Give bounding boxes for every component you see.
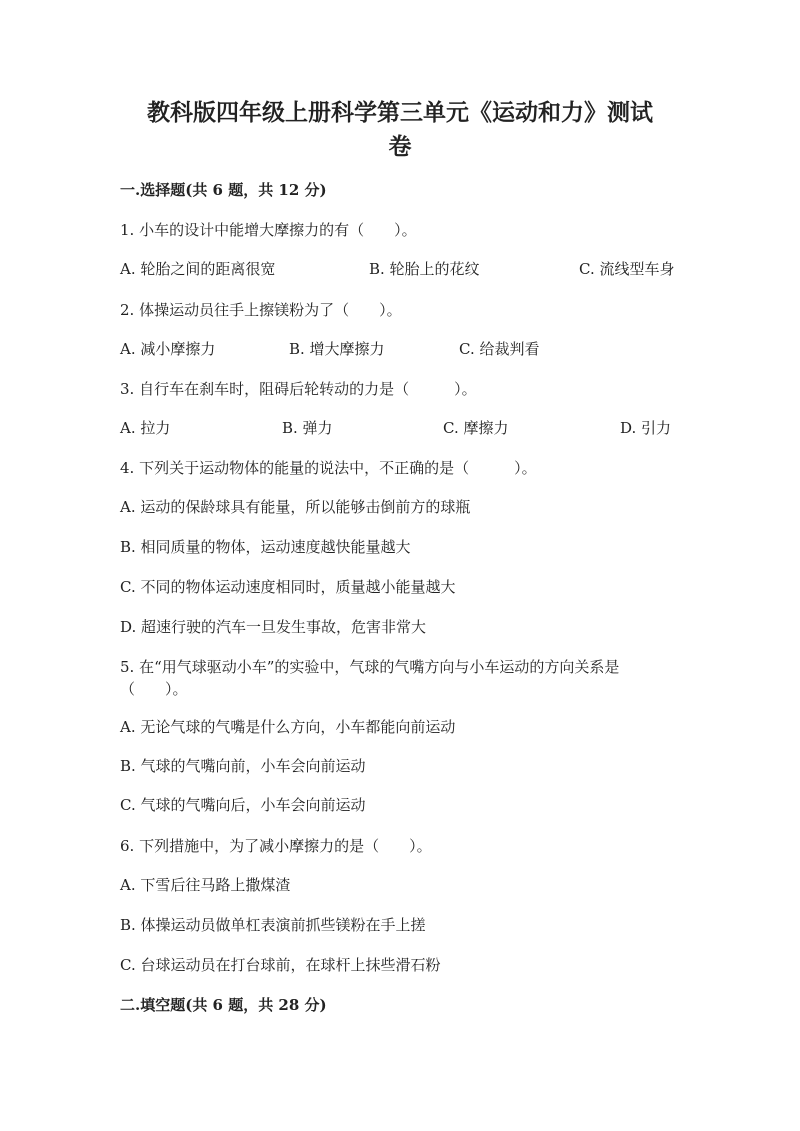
title-line-2: 卷 bbox=[388, 133, 412, 160]
question-6-option-a: A. 下雪后往马路上撒煤渣 bbox=[120, 876, 291, 894]
question-3-option-b: B. 弹力 bbox=[282, 419, 333, 437]
question-3-option-d: D. 引力 bbox=[620, 419, 672, 437]
question-4-option-a: A. 运动的保龄球具有能量，所以能够击倒前方的球瓶 bbox=[120, 498, 471, 516]
question-5-line-1: 5. 在“用气球驱动小车”的实验中，气球的气嘴方向与小车运动的方向关系是 bbox=[120, 658, 620, 676]
question-4-option-d: D. 超速行驶的汽车一旦发生事故，危害非常大 bbox=[120, 618, 427, 636]
title-line-1: 教科版四年级上册科学第三单元《运动和力》测试 bbox=[147, 99, 653, 126]
question-3-option-c: C. 摩擦力 bbox=[443, 419, 509, 437]
question-3-option-a: A. 拉力 bbox=[120, 419, 171, 437]
question-1-option-b: B. 轮胎上的花纹 bbox=[369, 260, 480, 278]
question-1: 1. 小车的设计中能增大摩擦力的有（ ）。 bbox=[120, 221, 417, 239]
question-1-option-a: A. 轮胎之间的距离很宽 bbox=[120, 260, 276, 278]
section-heading-fill: 二.填空题(共 6 题，共 28 分) bbox=[120, 996, 327, 1014]
question-2-option-a: A. 减小摩擦力 bbox=[120, 340, 216, 358]
question-5-option-b: B. 气球的气嘴向前，小车会向前运动 bbox=[120, 757, 366, 775]
question-6: 6. 下列措施中，为了减小摩擦力的是（ ）。 bbox=[120, 837, 432, 855]
question-1-option-c: C. 流线型车身 bbox=[579, 260, 675, 278]
question-4: 4. 下列关于运动物体的能量的说法中，不正确的是（ ）。 bbox=[120, 459, 537, 477]
question-4-option-b: B. 相同质量的物体，运动速度越快能量越大 bbox=[120, 538, 411, 556]
question-5-option-a: A. 无论气球的气嘴是什么方向，小车都能向前运动 bbox=[120, 718, 456, 736]
section-heading-choice: 一.选择题(共 6 题，共 12 分) bbox=[120, 181, 327, 199]
question-2: 2. 体操运动员往手上擦镁粉为了（ ）。 bbox=[120, 301, 402, 319]
question-5 bbox=[120, 656, 690, 700]
page-title bbox=[0, 96, 800, 164]
question-2-option-b: B. 增大摩擦力 bbox=[289, 340, 385, 358]
question-5-line-2: （ ）。 bbox=[120, 680, 188, 698]
question-6-option-b: B. 体操运动员做单杠表演前抓些镁粉在手上搓 bbox=[120, 916, 426, 934]
question-2-option-c: C. 给裁判看 bbox=[459, 340, 540, 358]
question-5-option-c: C. 气球的气嘴向后，小车会向前运动 bbox=[120, 796, 366, 814]
question-6-option-c: C. 台球运动员在打台球前，在球杆上抹些滑石粉 bbox=[120, 956, 441, 974]
question-3: 3. 自行车在刹车时，阻碍后轮转动的力是（ ）。 bbox=[120, 380, 477, 398]
question-4-option-c: C. 不同的物体运动速度相同时，质量越小能量越大 bbox=[120, 578, 456, 596]
